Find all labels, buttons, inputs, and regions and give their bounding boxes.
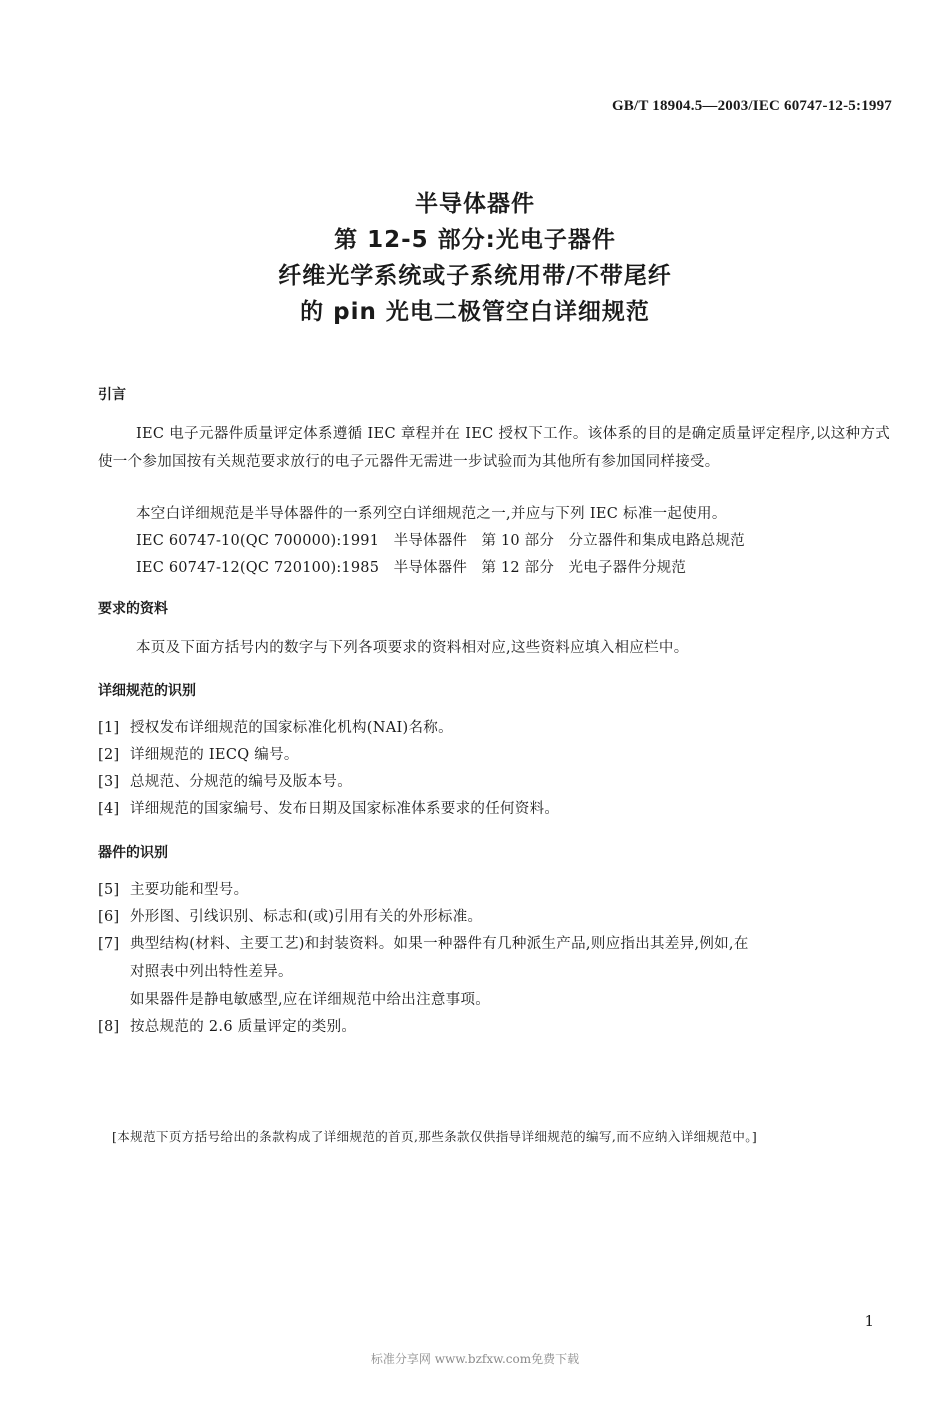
list-item	[98, 714, 898, 742]
list-item	[98, 1013, 898, 1041]
item-number: [8]	[98, 1019, 120, 1035]
electrostatic-note: 如果器件是静电敏感型,应在详细规范中给出注意事项。	[130, 992, 491, 1008]
standard-code: GB/T 18904.5—2003/IEC 60747-12-5:1997	[611, 98, 892, 114]
list-item	[98, 876, 898, 904]
title-line-3: 纤维光学系统或子系统用带/不带尾纤	[278, 263, 672, 289]
item-number: [1]	[98, 720, 120, 736]
title-line-4: 的 pin 光电二极管空白详细规范	[300, 299, 650, 325]
item-text: 详细规范的 IECQ 编号。	[130, 747, 299, 763]
item-text: 授权发布详细规范的国家标准化机构(NAI)名称。	[130, 720, 453, 736]
list-item	[98, 768, 898, 796]
footnote: [本规范下页方括号给出的条款构成了详细规范的首页,那些条款仅供指导详细规范的编写,而不应纳入详细规范中。]	[112, 1129, 758, 1144]
intro-paragraph-1: IEC 电子元器件质量评定体系遵循 IEC 章程并在 IEC 授权下工作。该体系的目的是确定质量评定程序,以这种方式使一个参加国按有关规范要求放行的电子元器件无需进一步试验而为其他所有参加国同样接受。	[98, 426, 890, 470]
item-text: 典型结构(材料、主要工艺)和封装资料。如果一种器件有几种派生产品,则应指出其差异,例如,在	[130, 936, 749, 952]
title-line-1: 半导体器件	[415, 191, 535, 217]
item-number: [6]	[98, 909, 120, 925]
page-number: 1	[864, 1312, 874, 1330]
item-number: [2]	[98, 747, 120, 763]
item-text: 总规范、分规范的编号及版本号。	[130, 774, 352, 790]
item-text: 按总规范的 2.6 质量评定的类别。	[130, 1019, 357, 1035]
item-number: [7]	[98, 936, 120, 952]
document-title	[0, 186, 950, 330]
intro-paragraph-2: 本空白详细规范是半导体器件的一系列空白详细规范之一,并应与下列 IEC 标准一起使用。	[136, 506, 727, 522]
item-continuation: 对照表中列出特性差异。	[130, 964, 293, 980]
reference-iec-60747-12: IEC 60747-12(QC 720100):1985 半导体器件 第 12 部分 光电子器件分规范	[136, 560, 687, 576]
list-item	[98, 741, 898, 769]
spec-identification-heading: 详细规范的识别	[98, 683, 196, 699]
item-number: [5]	[98, 882, 120, 898]
device-identification-heading: 器件的识别	[98, 845, 168, 861]
required-info-heading: 要求的资料	[98, 601, 168, 617]
item-number: [3]	[98, 774, 120, 790]
required-info-paragraph: 本页及下面方括号内的数字与下列各项要求的资料相对应,这些资料应填入相应栏中。	[136, 640, 689, 656]
item-text: 主要功能和型号。	[130, 882, 249, 898]
intro-heading: 引言	[98, 387, 126, 403]
list-item	[98, 903, 898, 931]
list-item	[98, 930, 898, 986]
item-number: [4]	[98, 801, 120, 817]
watermark: 标准分享网 www.bzfxw.com免费下载	[370, 1352, 580, 1366]
item-text: 详细规范的国家编号、发布日期及国家标准体系要求的任何资料。	[130, 801, 560, 817]
reference-iec-60747-10: IEC 60747-10(QC 700000):1991 半导体器件 第 10 部分 分立器件和集成电路总规范	[136, 533, 745, 549]
item-text: 外形图、引线识别、标志和(或)引用有关的外形标准。	[130, 909, 483, 925]
title-line-2: 第 12-5 部分:光电子器件	[334, 227, 616, 253]
list-item	[98, 795, 898, 823]
